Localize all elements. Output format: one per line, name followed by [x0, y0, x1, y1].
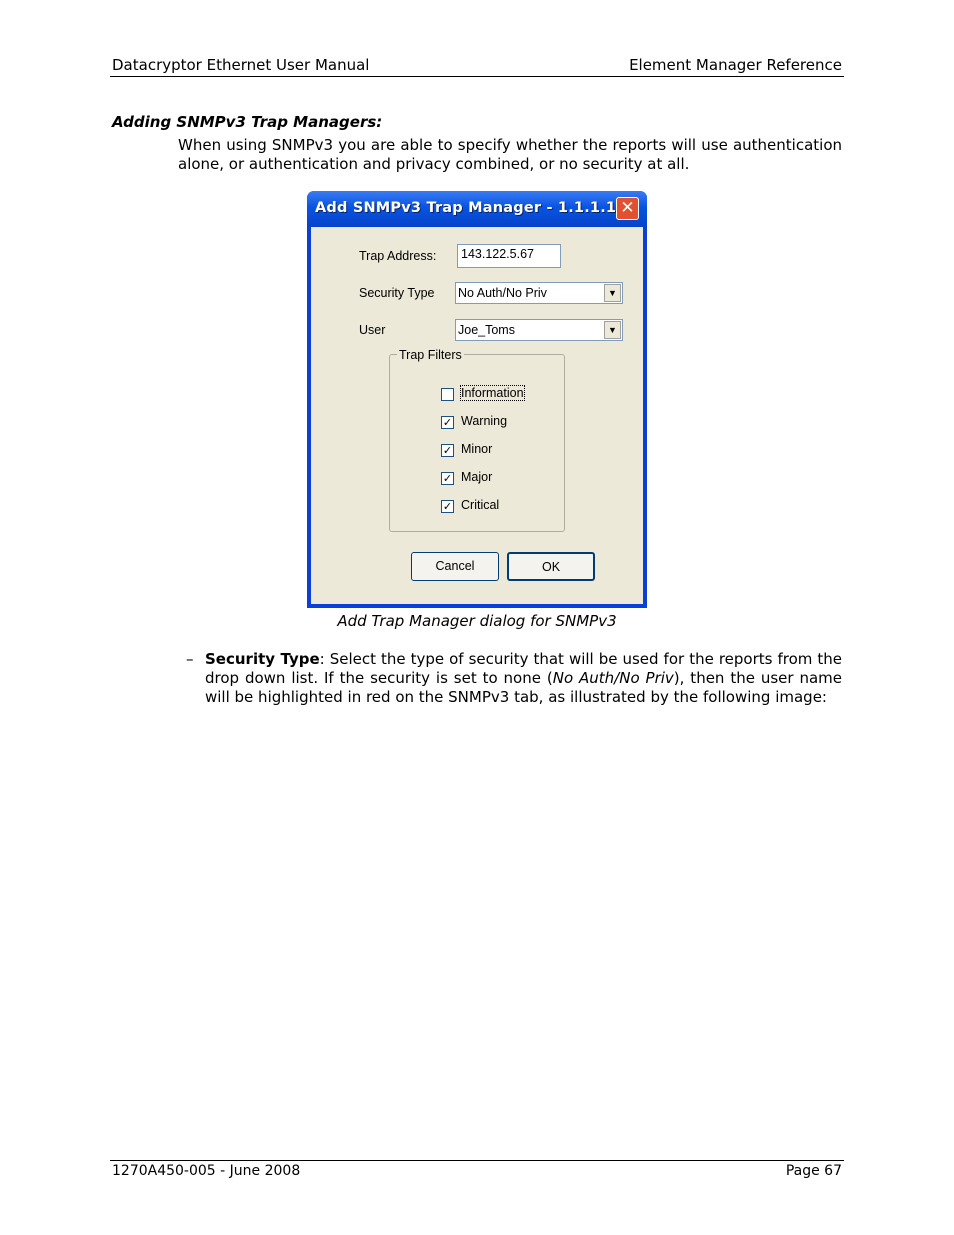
figure-caption: Add Trap Manager dialog for SNMPv3: [337, 612, 617, 630]
security-type-bullet: [205, 650, 842, 707]
information-label[interactable]: Information: [461, 386, 524, 400]
minor-label[interactable]: Minor: [461, 442, 493, 456]
trap-address-input[interactable]: 143.122.5.67: [457, 244, 561, 268]
chevron-down-icon[interactable]: ▼: [604, 321, 621, 339]
bullet-text-1: : Select the type of security that will be used for the reports from the drop down list. If the security is set to none (: [205, 650, 842, 687]
major-checkbox[interactable]: ✓: [442, 472, 453, 485]
security-type-label: Security Type: [359, 286, 435, 300]
bullet-term: Security Type: [205, 650, 320, 668]
user-select[interactable]: [455, 319, 623, 341]
warning-label[interactable]: Warning: [461, 414, 508, 428]
section-heading: Adding SNMPv3 Trap Managers:: [112, 113, 383, 131]
user-value: Joe_Toms: [458, 323, 515, 337]
security-type-select[interactable]: [455, 282, 623, 304]
trap-address-label: Trap Address:: [359, 249, 437, 263]
cancel-button[interactable]: Cancel: [411, 552, 499, 581]
information-checkbox[interactable]: [441, 388, 454, 401]
add-trap-manager-dialog: [307, 191, 647, 608]
intro-paragraph: When using SNMPv3 you are able to specify whether the reports will use authentication alone, or authentication and privacy combined, or no security at all.: [178, 136, 842, 173]
minor-checkbox[interactable]: ✓: [442, 444, 453, 457]
dialog-titlebar: [307, 191, 647, 227]
trap-filters-label: Trap Filters: [399, 348, 462, 362]
dialog-client-area: [311, 227, 643, 604]
dialog-title: Add SNMPv3 Trap Manager - 1.1.1.1: [315, 200, 617, 216]
warning-checkbox[interactable]: ✓: [442, 416, 453, 429]
bullet-emphasis: No Auth/No Priv: [552, 669, 674, 687]
close-icon[interactable]: ✕: [616, 197, 639, 220]
header-rule: [110, 76, 844, 77]
user-label: User: [359, 323, 386, 337]
critical-label[interactable]: Critical: [461, 498, 500, 512]
ok-button[interactable]: OK: [507, 552, 595, 581]
footer-page-number: Page 67: [785, 1163, 842, 1179]
major-label[interactable]: Major: [461, 470, 493, 484]
bullet-dash: –: [186, 650, 194, 668]
header-manual-title: Datacryptor Ethernet User Manual: [112, 56, 370, 74]
bullet-text-2: ), then the user name will be highlighted in red on the SNMPv3 tab, as illustrated by the following image:: [205, 669, 842, 706]
chevron-down-icon[interactable]: ▼: [604, 284, 621, 302]
critical-checkbox[interactable]: ✓: [442, 500, 453, 513]
footer-doc-id: 1270A450-005 - June 2008: [112, 1163, 301, 1179]
security-type-value: No Auth/No Priv: [458, 286, 547, 300]
header-section-title: Element Manager Reference: [629, 56, 842, 74]
footer-rule: [110, 1160, 844, 1161]
